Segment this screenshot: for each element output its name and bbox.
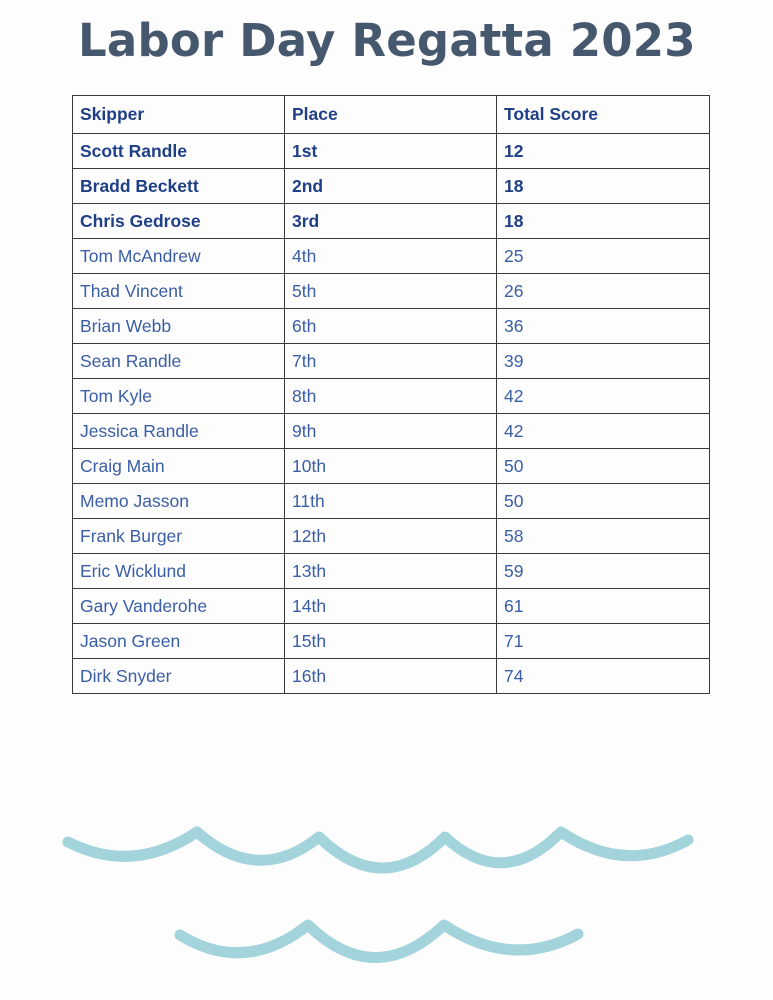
cell-total-score: 18 (497, 169, 710, 204)
cell-place: 14th (285, 589, 497, 624)
table-row (73, 519, 710, 554)
cell-skipper: Brian Webb (73, 309, 285, 344)
table-row (73, 554, 710, 589)
cell-total-score: 61 (497, 589, 710, 624)
cell-total-score: 42 (497, 379, 710, 414)
table-row (73, 274, 710, 309)
table-row (73, 204, 710, 239)
cell-total-score: 39 (497, 344, 710, 379)
cell-total-score: 50 (497, 449, 710, 484)
cell-skipper: Tom McAndrew (73, 239, 285, 274)
column-header-skipper: Skipper (73, 96, 285, 134)
cell-skipper: Eric Wicklund (73, 554, 285, 589)
table-row (73, 344, 710, 379)
wave-line-lower (180, 925, 578, 958)
cell-place: 9th (285, 414, 497, 449)
column-header-place: Place (285, 96, 497, 134)
cell-skipper: Tom Kyle (73, 379, 285, 414)
cell-place: 7th (285, 344, 497, 379)
cell-skipper: Jessica Randle (73, 414, 285, 449)
table-row (73, 589, 710, 624)
cell-total-score: 74 (497, 659, 710, 694)
table-row (73, 239, 710, 274)
table-row (73, 309, 710, 344)
cell-total-score: 58 (497, 519, 710, 554)
cell-place: 1st (285, 134, 497, 169)
cell-total-score: 36 (497, 309, 710, 344)
cell-skipper: Memo Jasson (73, 484, 285, 519)
cell-skipper: Chris Gedrose (73, 204, 285, 239)
cell-skipper: Frank Burger (73, 519, 285, 554)
cell-place: 6th (285, 309, 497, 344)
cell-skipper: Scott Randle (73, 134, 285, 169)
cell-place: 3rd (285, 204, 497, 239)
table-row (73, 449, 710, 484)
table-row (73, 379, 710, 414)
cell-place: 12th (285, 519, 497, 554)
cell-total-score: 12 (497, 134, 710, 169)
column-header-total-score: Total Score (497, 96, 710, 134)
table-row (73, 169, 710, 204)
cell-skipper: Craig Main (73, 449, 285, 484)
table-row (73, 414, 710, 449)
cell-place: 8th (285, 379, 497, 414)
cell-total-score: 25 (497, 239, 710, 274)
cell-total-score: 26 (497, 274, 710, 309)
wave-line-upper (68, 832, 688, 868)
cell-place: 4th (285, 239, 497, 274)
cell-total-score: 59 (497, 554, 710, 589)
cell-place: 15th (285, 624, 497, 659)
cell-place: 11th (285, 484, 497, 519)
cell-place: 10th (285, 449, 497, 484)
cell-skipper: Bradd Beckett (73, 169, 285, 204)
results-body (73, 134, 710, 694)
results-table (72, 95, 710, 694)
table-row (73, 134, 710, 169)
cell-skipper: Sean Randle (73, 344, 285, 379)
cell-skipper: Jason Green (73, 624, 285, 659)
cell-skipper: Dirk Snyder (73, 659, 285, 694)
cell-place: 2nd (285, 169, 497, 204)
wave-icon (0, 800, 773, 1000)
table-row (73, 484, 710, 519)
cell-total-score: 50 (497, 484, 710, 519)
cell-total-score: 18 (497, 204, 710, 239)
page-title: Labor Day Regatta 2023 (78, 14, 696, 67)
cell-skipper: Thad Vincent (73, 274, 285, 309)
cell-skipper: Gary Vanderohe (73, 589, 285, 624)
cell-total-score: 71 (497, 624, 710, 659)
cell-total-score: 42 (497, 414, 710, 449)
cell-place: 5th (285, 274, 497, 309)
cell-place: 13th (285, 554, 497, 589)
table-row (73, 624, 710, 659)
table-header-row (73, 96, 710, 134)
table-row (73, 659, 710, 694)
cell-place: 16th (285, 659, 497, 694)
